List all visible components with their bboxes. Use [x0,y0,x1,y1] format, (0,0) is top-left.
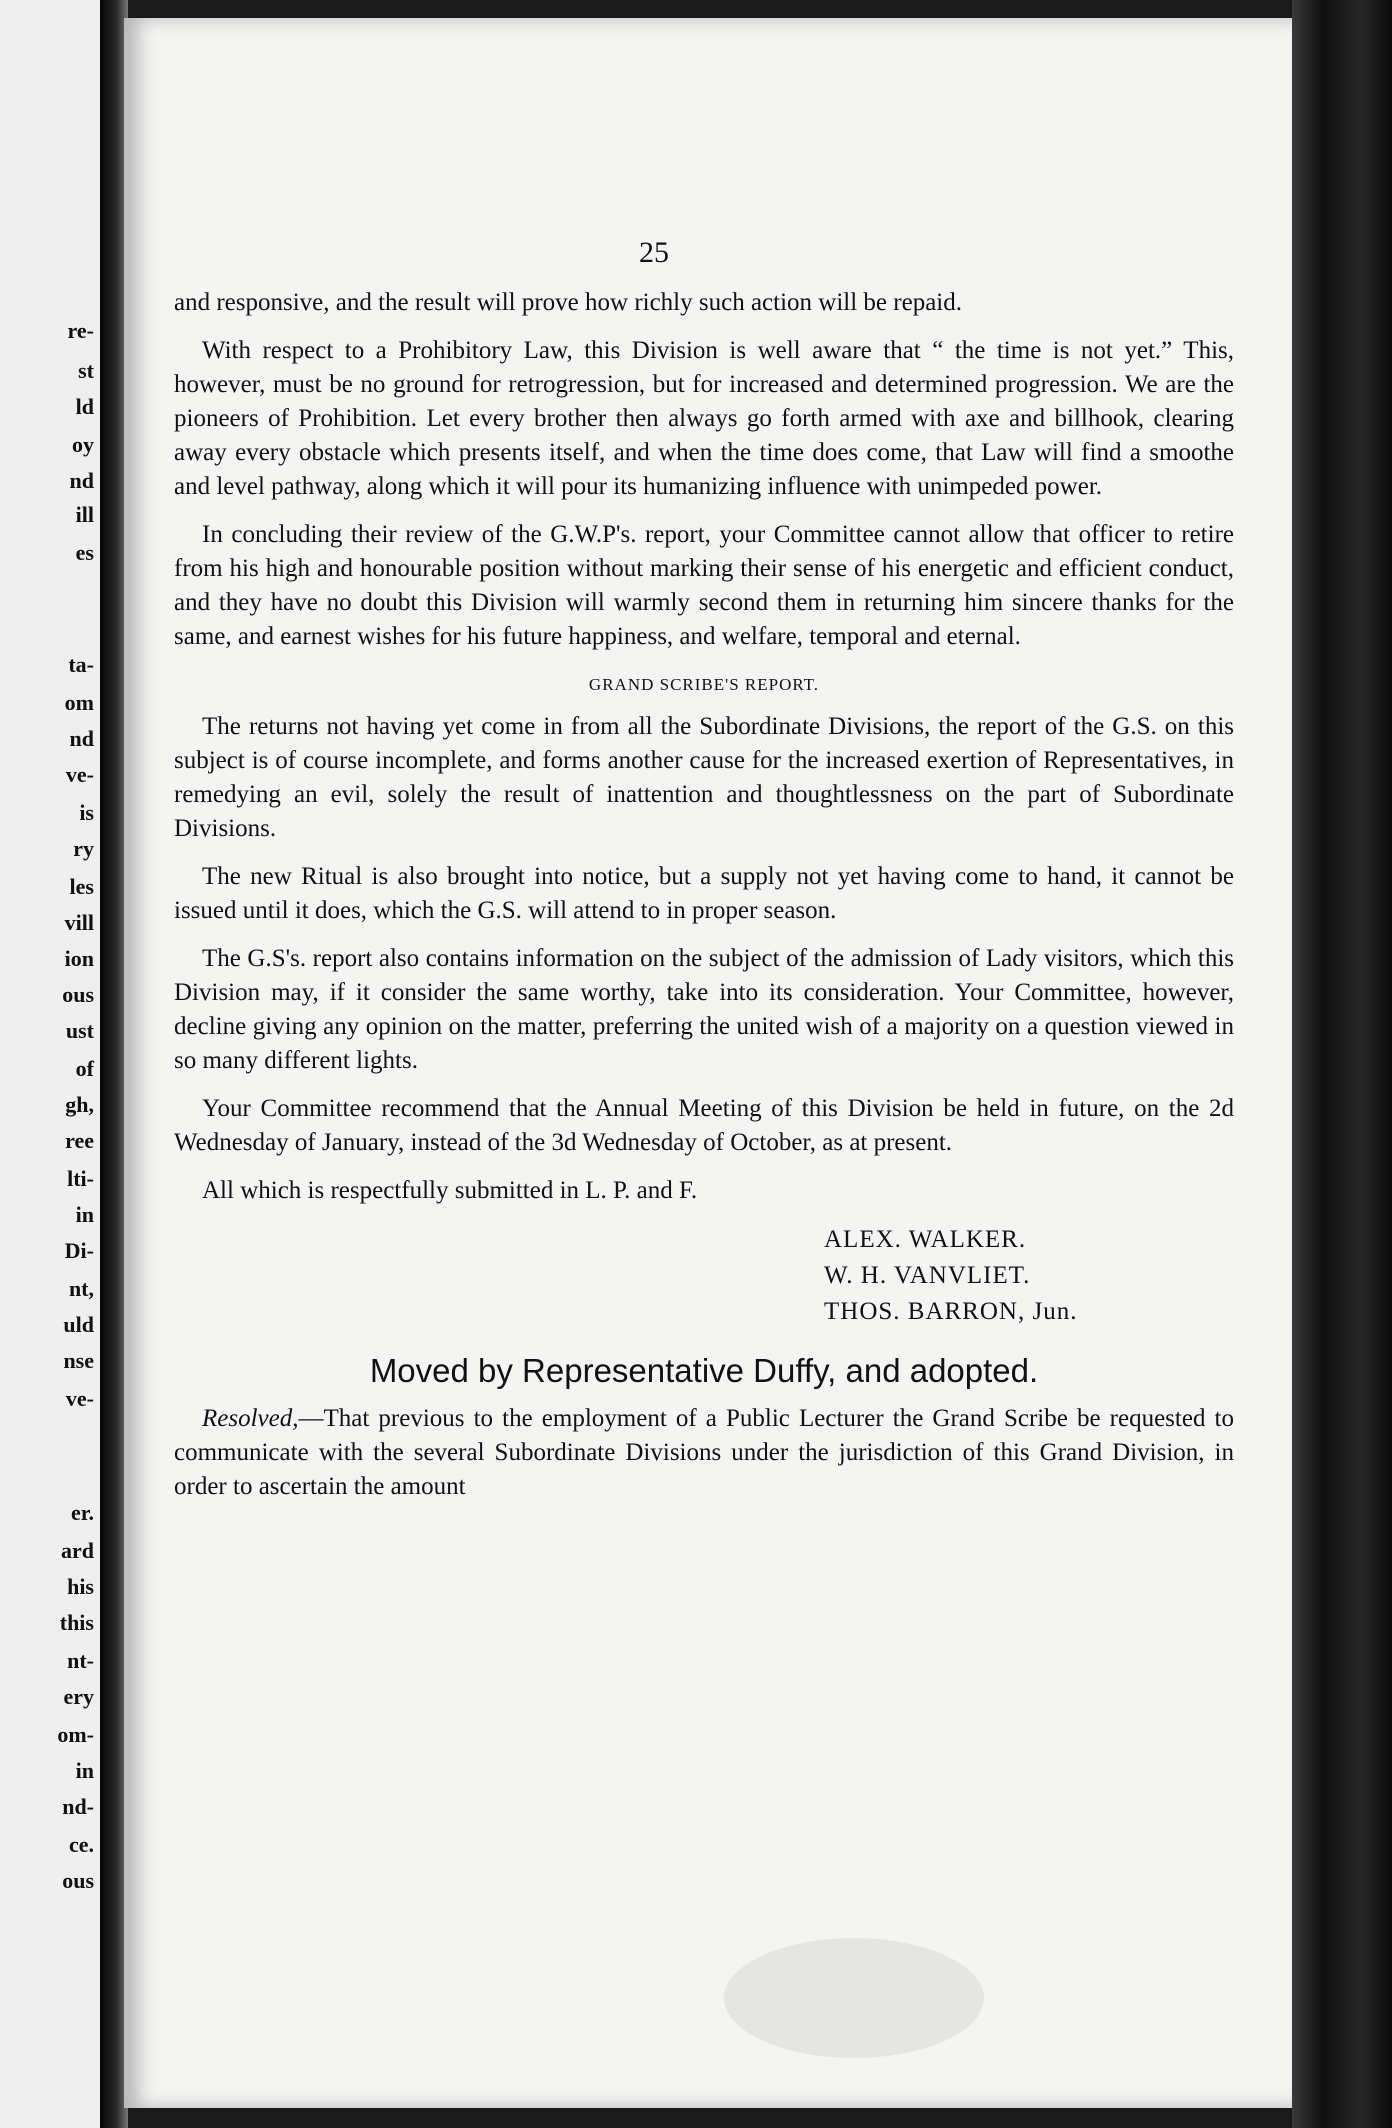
resolved-paragraph [174,1402,1234,1504]
paragraph-2: With respect to a Prohibitory Law, this Division is well aware that “ the time is not yet.” This, however, must be no ground for retrogression, but for increased and determined progression. We are the pioneers of Prohibition. Let every brother then always go forth armed with axe and billhook, clearing away every obstacle which presents itself, and when the time does come, that Law will find a smoothe and level pathway, along which it will pour its humanizing influence with unimpeded power. [174,337,1234,500]
paragraph-3: In concluding their review of the G.W.P's. report, your Committee cannot allow that officer to retire from his high and honourable position without marking their sense of his energetic and efficient conduct, and they have no doubt this Division will warmly second them in returning him sincere thanks for the same, and earnest wishes for his future happiness, and welfare, temporal and eternal. [174,521,1234,650]
page-edge [1292,0,1392,2128]
left-page-fragment: ve- [65,762,94,787]
paper-stain [724,1938,984,2058]
left-page-fragment: st [78,358,94,383]
left-page-fragment: nd [69,726,94,751]
left-page-fragment: es [75,540,94,565]
left-page-fragment: Di- [64,1238,94,1263]
paragraph-1: and responsive, and the result will prove how richly such action will be repaid. [174,289,962,316]
left-page-fragment: ion [64,946,94,971]
left-page-fragment: this [59,1610,94,1635]
left-page-fragment: ery [63,1684,94,1709]
left-page-fragment: gh, [65,1092,94,1117]
signature-3: THOS. BARRON, Jun. [824,1298,1078,1325]
resolved-label: Resolved, [202,1405,299,1432]
left-page-fragment: er. [70,1500,94,1525]
paragraph-8: All which is respectfully submitted in L. P. and F. [202,1177,698,1204]
left-page-edge [0,0,106,2128]
paragraph-7: Your Committee recommend that the Annual Meeting of this Division be held in future, on the 2d Wednesday of January, instead of the 3d Wednesday of October, as at present. [174,1095,1234,1156]
left-page-fragment: ve- [65,1386,94,1411]
left-page-fragment: nse [63,1348,94,1373]
left-page-fragment: nt- [67,1648,94,1673]
book-page [124,18,1292,2108]
left-page-fragment: les [69,874,94,899]
left-page-fragment: ard [61,1538,94,1563]
page-number: 25 [639,236,669,269]
left-page-fragment: in [75,1202,94,1227]
signature-1: ALEX. WALKER. [824,1226,1027,1253]
left-page-fragment: lti- [67,1166,94,1191]
left-page-fragment: ta- [68,652,94,677]
resolved-text: —That previous to the employment of a Public Lecturer the Grand Scribe be requested to communicate with the several Subordinate Divisions under the jurisdiction of this Grand Division, in order to ascertain the amount [174,1405,1234,1500]
moved-heading: Moved by Representative Duffy, and adopted. [369,1352,1039,1389]
left-page-fragment: ld [75,394,94,419]
left-page-fragment: nt, [68,1276,94,1301]
signature-2: W. H. VANVLIET. [824,1262,1031,1289]
left-page-fragment: ce. [68,1832,94,1857]
left-page-fragment: nd [69,468,94,493]
left-page-fragment: ust [65,1018,94,1043]
left-page-fragment: ree [65,1128,94,1153]
left-page-fragment: ry [73,836,94,861]
left-page-fragment: uld [63,1312,94,1337]
left-page-fragment: nd- [62,1794,94,1819]
paragraph-5: The new Ritual is also brought into notice, but a supply not yet having come to hand, it cannot be issued until it does, which the G.S. will attend to in proper season. [174,863,1234,924]
left-page-fragment: ous [62,1868,94,1893]
left-page-fragment: ill [75,502,94,527]
left-page-fragment: ous [62,982,94,1007]
left-page-fragment: om [64,690,94,715]
left-page-fragment: his [67,1574,94,1599]
left-page-fragment: om- [57,1722,94,1747]
left-page-fragment: re- [67,318,94,343]
left-page-fragment: vill [64,910,94,935]
left-page-fragment: oy [72,432,94,457]
page-text [174,286,1234,1518]
signature-block [174,1222,1234,1330]
paragraph-4: The returns not having yet come in from all the Subordinate Divisions, the report of the G.S. on this subject is of course incomplete, and forms another cause for the increased exertion of Representatives, in remedying an evil, solely the result of inattention and thoughtlessness on the part of Subordinate Divisions. [174,713,1234,842]
left-page-fragment: is [79,800,94,825]
left-page-fragment: of [75,1056,94,1081]
section-heading: GRAND SCRIBE'S REPORT. [588,675,820,694]
left-page-fragment: in [75,1758,94,1783]
paragraph-6: The G.S's. report also contains information on the subject of the admission of Lady visitors, which this Division may, if it consider the same worthy, take into its consideration. Your Committee, however, decline giving any opinion on the matter, preferring the united wish of a majority on a question viewed in so many different lights. [174,945,1234,1074]
